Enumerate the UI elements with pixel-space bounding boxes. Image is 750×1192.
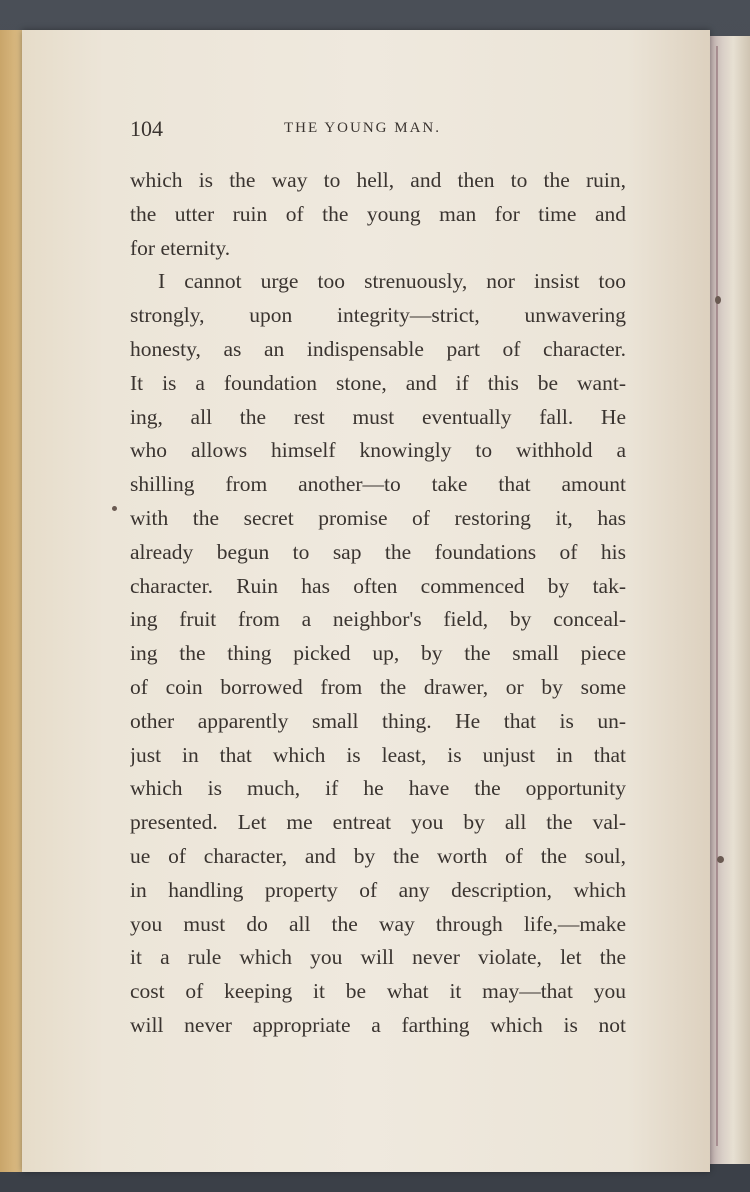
text-line: presented. Let me entreat you by all the val-: [130, 810, 626, 835]
running-head: THE YOUNG MAN.: [284, 120, 442, 136]
text-line: which is much, if he have the opportunity: [130, 776, 626, 801]
text-line: just in that which is least, is unjust in that: [130, 742, 626, 767]
text-line: already begun to sap the foundations of his: [130, 539, 626, 564]
text-line: cost of keeping it be what it may—that you: [130, 979, 626, 1004]
text-line: ing the thing picked up, by the small piece: [130, 641, 626, 666]
text-line: with the secret promise of restoring it, has: [130, 505, 626, 530]
text-line: It is a foundation stone, and if this be want-: [130, 370, 626, 395]
body-text: [130, 164, 626, 1043]
text-line: in handling property of any description, which: [130, 877, 626, 902]
text-line: which is the way to hell, and then to the ruin,: [130, 168, 626, 192]
text-line: shilling from another—to take that amount: [130, 472, 626, 497]
text-line: strongly, upon integrity—strict, unwavering: [130, 303, 626, 328]
text-line: for eternity.: [130, 235, 231, 260]
text-line: who allows himself knowingly to withhold a: [130, 438, 626, 463]
ink-speck: [715, 296, 721, 304]
page-header: [130, 116, 626, 146]
text-line: I cannot urge too strenuously, nor insist too: [158, 269, 626, 294]
text-line: honesty, as an indispensable part of character.: [130, 336, 626, 361]
text-line: of coin borrowed from the drawer, or by some: [130, 674, 626, 699]
next-page-edge: [708, 36, 750, 1164]
text-line: the utter ruin of the young man for time and: [130, 201, 626, 226]
text-line: ue of character, and by the worth of the soul,: [130, 843, 626, 868]
text-line: will never appropriate a farthing which is not: [130, 1012, 626, 1037]
text-line: other apparently small thing. He that is un-: [130, 708, 626, 733]
text-line: you must do all the way through life,—make: [130, 911, 626, 936]
text-line: ing fruit from a neighbor's field, by conceal-: [130, 607, 626, 632]
text-line: it a rule which you will never violate, let the: [130, 945, 626, 970]
text-line: character. Ruin has often commenced by tak-: [130, 573, 626, 598]
ink-speck: [717, 856, 724, 863]
page-number: 104: [130, 116, 163, 141]
text-line: ing, all the rest must eventually fall. He: [130, 404, 626, 429]
ink-speck: [112, 506, 117, 511]
binding-line: [716, 46, 718, 1146]
